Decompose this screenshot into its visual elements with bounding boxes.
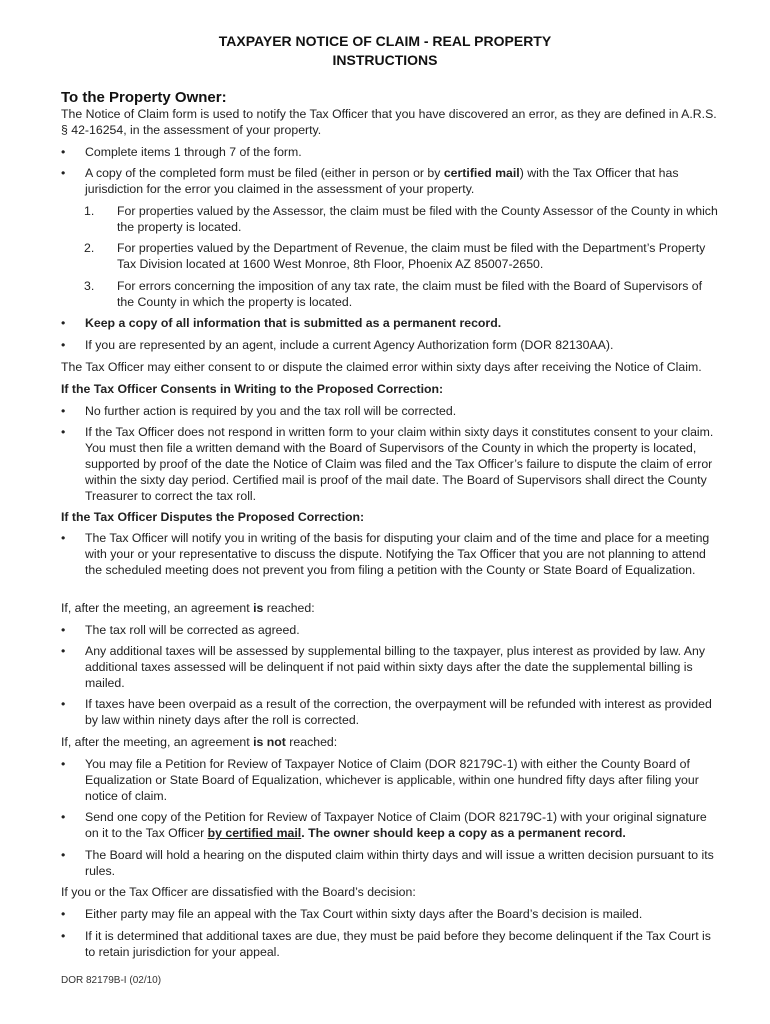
document-title: TAXPAYER NOTICE OF CLAIM - REAL PROPERTY [218, 33, 552, 49]
bullet-marker: • [61, 810, 66, 824]
bullet-complete-items [61, 144, 721, 160]
item-text: For properties valued by the Assessor, the claim must be filed with the County Assessor of the County in which the property is located. [117, 204, 718, 234]
bullet-overpaid [61, 696, 721, 728]
numbered-item-1 [84, 203, 720, 235]
bullet-text: If you are represented by an agent, include a current Agency Authorization form (DOR 82130AA). [85, 338, 614, 352]
item-text: For errors concerning the imposition of any tax rate, the claim must be filed with the Board of Supervisors of the County in which the property is located. [117, 279, 703, 309]
bullet-marker: • [61, 697, 66, 711]
emphasis-is-not: is not [253, 735, 286, 749]
bullet-file-copy [61, 165, 721, 197]
intro-paragraph: The Notice of Claim form is used to notify the Tax Officer that you have discovered an error, as they are defined in A.R.S. § 42-16254, in the assessment of your property. [61, 107, 717, 137]
bullet-text: If taxes have been overpaid as a result of the correction, the overpayment will be refunded with interest as provided by law within ninety days after the roll is corrected. [85, 697, 712, 727]
bullet-no-response [61, 424, 721, 504]
bullet-notify-writing [61, 530, 721, 578]
numbered-item-3 [84, 278, 720, 310]
emphasis-keep-copy: . The owner should keep a copy as a permanent record. [301, 826, 626, 840]
bullet-agent [61, 337, 721, 353]
bullet-board-hearing [61, 847, 721, 879]
bullet-keep-copy [61, 315, 721, 331]
bullet-text: If the Tax Officer does not respond in written form to your claim within sixty days it constitutes consent to your claim. You must then file a written demand with the Board of Supervisors of the County in which the property is located, supported by proof of the date the Notice of Claim was filed and the Tax Officer’s failure to dispute the claim of error within the sixty day period. Certified mail is proof of the mail date. The Board of Supervisors shall direct the County Treasurer to correct the tax roll. [85, 425, 714, 503]
bullet-text: A copy of the completed form must be filed (either in person or by certified mail) with the Tax Officer that has jurisdiction for the error you claimed in the assessment of your property. [85, 166, 679, 196]
bullet-marker: • [61, 531, 66, 545]
bullet-send-copy [61, 809, 721, 841]
bullet-roll-corrected [61, 622, 721, 638]
emphasis-certified-mail: certified mail [443, 166, 520, 180]
bullet-additional-taxes [61, 643, 721, 691]
agreement-reached-paragraph: If, after the meeting, an agreement is reached: [61, 601, 315, 615]
bullet-text: No further action is required by you and the tax roll will be corrected. [85, 404, 457, 418]
bullet-text: Complete items 1 through 7 of the form. [85, 145, 302, 159]
bullet-file-petition [61, 756, 721, 804]
bullet-marker: • [61, 145, 66, 159]
emphasis-is: is [253, 601, 264, 615]
bullet-marker: • [61, 848, 66, 862]
item-text: For properties valued by the Department of Revenue, the claim must be filed with the Department’s Property Tax Division located at 1600 West Monroe, 8th Floor, Phoenix AZ 85007-2650. [117, 241, 706, 271]
bullet-marker: • [61, 425, 66, 439]
bullet-text: The Tax Officer will notify you in writing of the basis for disputing your claim and of the time and place for a meeting with your or your representative to discuss the dispute. Notifying the Tax Officer that you are not planning to attend the scheduled meeting does not prevent you from filing a petition with the County or State Board of Equalization. [85, 531, 710, 577]
bullet-text: You may file a Petition for Review of Taxpayer Notice of Claim (DOR 82179C-1) with either the County Board of Equalization or State Board of Equalization, whichever is applicable, within one hundred fifty days after filing your notice of claim. [85, 757, 699, 803]
bullet-text: The Board will hold a hearing on the disputed claim within thirty days and will issue a written decision pursuant to its rules. [85, 848, 714, 878]
bullet-text: Any additional taxes will be assessed by supplemental billing to the taxpayer, plus interest as provided by law. Any additional taxes assessed will be delinquent if not paid within sixty days after the date the supplemental billing is mailed. [85, 644, 705, 690]
bullet-marker: • [61, 623, 66, 637]
emphasis-certified-mail-underlined: by certified mail [207, 826, 302, 840]
bullet-marker: • [61, 907, 66, 921]
consent-subheading: If the Tax Officer Consents in Writing to the Proposed Correction: [61, 382, 444, 396]
form-number-footer: DOR 82179B-I (02/10) [61, 975, 162, 986]
bullet-marker: • [61, 338, 66, 352]
bullet-marker: • [61, 166, 66, 180]
dissatisfied-paragraph: If you or the Tax Officer are dissatisfied with the Board’s decision: [61, 885, 416, 899]
item-number: 2. [84, 241, 95, 255]
bullet-text: The tax roll will be corrected as agreed. [85, 623, 300, 637]
bullet-appeal [61, 906, 721, 922]
dispute-subheading: If the Tax Officer Disputes the Proposed Correction: [61, 510, 365, 524]
document-subtitle: INSTRUCTIONS [332, 52, 438, 68]
numbered-item-2 [84, 240, 720, 272]
bullet-marker: • [61, 929, 66, 943]
bullet-text: Either party may file an appeal with the Tax Court within sixty days after the Board’s decision is mailed. [85, 907, 643, 921]
bullet-text: If it is determined that additional taxes are due, they must be paid before they become delinquent if the Tax Court is to retain jurisdiction for your appeal. [85, 929, 711, 959]
bullet-no-action [61, 403, 721, 419]
consent-dispute-paragraph: The Tax Officer may either consent to or dispute the claimed error within sixty days after receiving the Notice of Claim. [61, 360, 702, 374]
bullet-text: Send one copy of the Petition for Review of Taxpayer Notice of Claim (DOR 82179C-1) with your original signature on it to the Tax Officer by certified mail. The owner should keep a copy as a permanent record. [85, 810, 707, 840]
salutation-heading: To the Property Owner: [61, 89, 227, 106]
bullet-delinquent [61, 928, 721, 960]
item-number: 3. [84, 279, 95, 293]
bullet-marker: • [61, 757, 66, 771]
item-number: 1. [84, 204, 95, 218]
agreement-not-reached-paragraph: If, after the meeting, an agreement is not reached: [61, 735, 338, 749]
bullet-text: Keep a copy of all information that is submitted as a permanent record. [85, 316, 502, 330]
bullet-marker: • [61, 316, 66, 330]
bullet-marker: • [61, 404, 66, 418]
bullet-marker: • [61, 644, 66, 658]
